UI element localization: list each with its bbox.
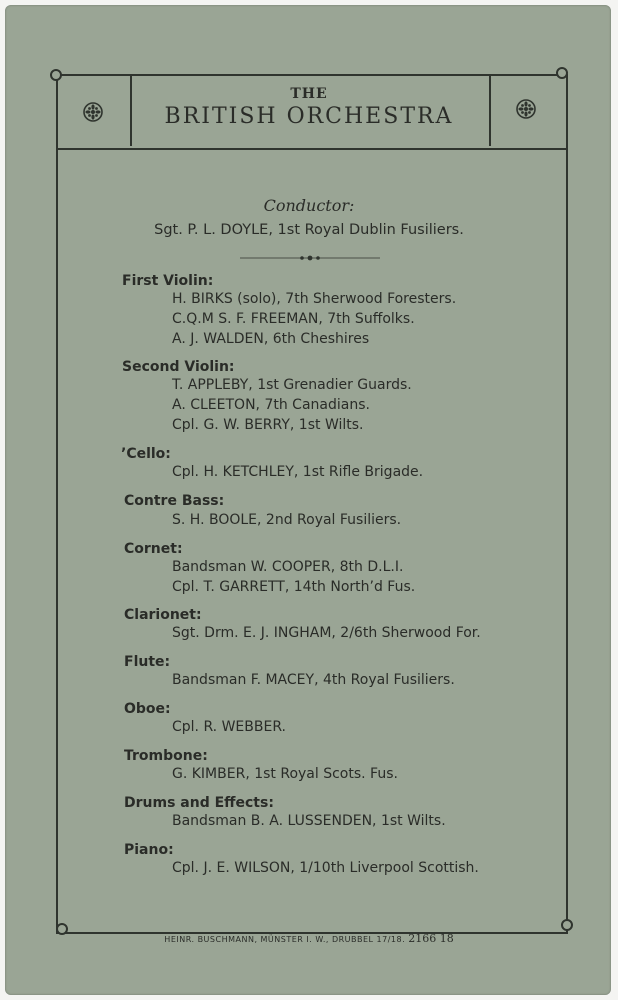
member-line: Bandsman B. A. LUSSENDEN, 1st Wilts.: [172, 813, 446, 829]
section-label-second-violin: Second Violin:: [122, 359, 235, 375]
section-label-piano: Piano:: [124, 842, 174, 858]
print-number: 2166 18: [408, 932, 454, 945]
section-label-first-violin: First Violin:: [122, 273, 214, 289]
corner-ring-top-right: [556, 67, 568, 79]
member-line: Cpl. H. KETCHLEY, 1st Rifle Brigade.: [172, 464, 424, 480]
member-line: C.Q.M S. F. FREEMAN, 7th Suffolks.: [172, 311, 415, 327]
member-line: A. J. WALDEN, 6th Cheshires: [172, 331, 370, 347]
section-label-cello: ’Cello:: [121, 446, 171, 462]
member-line: Cpl. T. GARRETT, 14th North’d Fus.: [172, 579, 416, 595]
member-line: Cpl. G. W. BERRY, 1st Wilts.: [172, 417, 364, 433]
printer-imprint: [0, 932, 618, 945]
corner-ring-bottom-right: [561, 919, 573, 931]
member-line: Cpl. R. WEBBER.: [172, 719, 287, 735]
printer-name: HEINR. BUSCHMANN, MÜNSTER I. W., DRUBBEL 17/18.: [164, 935, 406, 944]
title-the: THE: [290, 86, 328, 102]
member-line: Cpl. J. E. WILSON, 1/10th Liverpool Scottish.: [172, 860, 479, 876]
corner-ring-top-left: [50, 69, 62, 81]
member-line: G. KIMBER, 1st Royal Scots. Fus.: [172, 766, 398, 782]
section-label-clarionet: Clarionet:: [124, 607, 202, 623]
member-line: Bandsman F. MACEY, 4th Royal Fusiliers.: [172, 672, 455, 688]
conductor-name: Sgt. P. L. DOYLE, 1st Royal Dublin Fusiliers.: [154, 222, 464, 238]
section-label-flute: Flute:: [124, 654, 171, 670]
conductor-heading: Conductor:: [263, 196, 355, 215]
section-label-cornet: Cornet:: [124, 541, 183, 557]
member-line: Sgt. Drm. E. J. INGHAM, 2/6th Sherwood For.: [172, 625, 481, 641]
member-line: S. H. BOOLE, 2nd Royal Fusiliers.: [172, 512, 402, 528]
section-label-contre-bass: Contre Bass:: [124, 493, 225, 509]
member-line: Bandsman W. COOPER, 8th D.L.I.: [172, 559, 404, 575]
member-line: T. APPLEBY, 1st Grenadier Guards.: [172, 377, 412, 393]
section-label-drums-effects: Drums and Effects:: [124, 795, 274, 811]
member-line: H. BIRKS (solo), 7th Sherwood Foresters.: [172, 291, 457, 307]
member-line: A. CLEETON, 7th Canadians.: [172, 397, 370, 413]
page-title: BRITISH ORCHESTRA: [164, 104, 454, 129]
section-label-trombone: Trombone:: [124, 748, 208, 764]
section-label-oboe: Oboe:: [124, 701, 171, 717]
ornament-divider-icon: [240, 254, 380, 262]
header-divider: [56, 148, 566, 150]
